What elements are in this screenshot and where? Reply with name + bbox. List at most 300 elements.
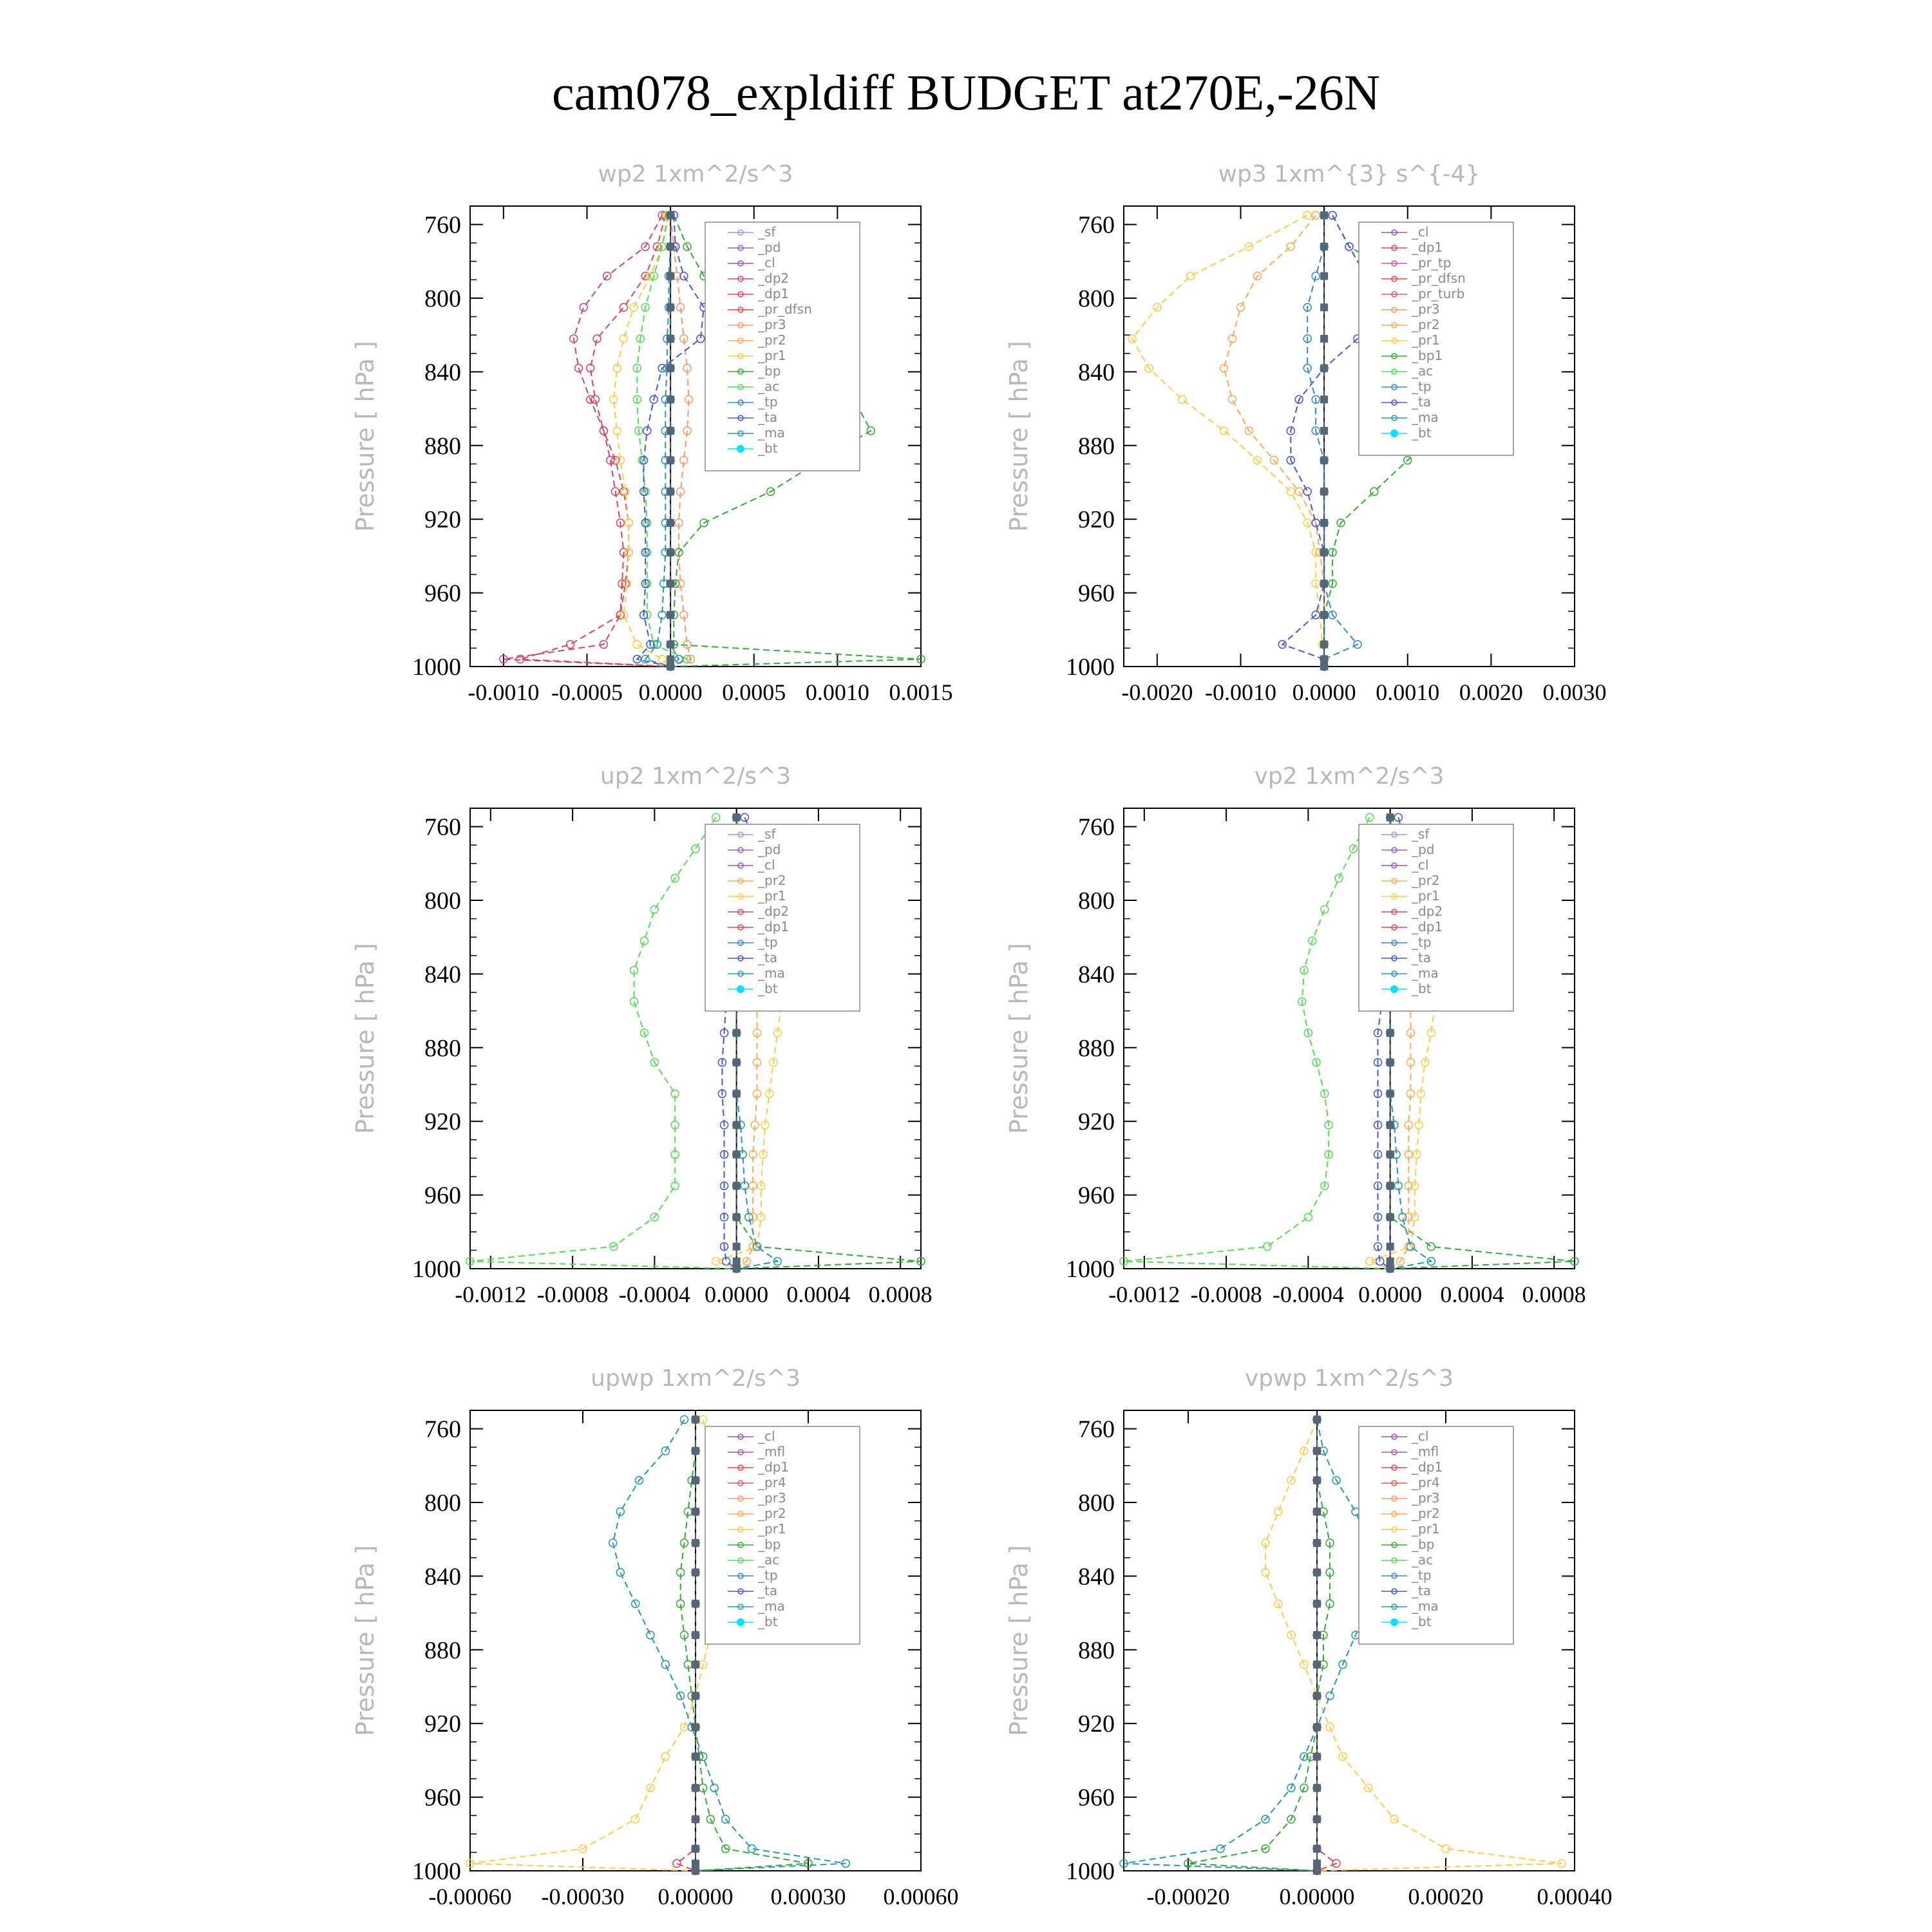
y-tick-label: 920 <box>424 1108 461 1136</box>
y-tick-label: 960 <box>1078 580 1115 607</box>
chart-panel-5 <box>351 1365 959 1909</box>
x-tick-label: 0.0015 <box>889 679 953 705</box>
y-tick-label: 1000 <box>1066 654 1115 681</box>
legend-label: _pr2 <box>1412 1506 1440 1521</box>
data-point <box>1329 211 1336 219</box>
data-point <box>1370 488 1378 495</box>
legend-label: _pr_tp <box>1412 255 1452 270</box>
legend-label: _ac <box>1412 363 1434 379</box>
panel-title: vp2 1xm^2/s^3 <box>1254 763 1444 790</box>
legend-label: _ma <box>1412 410 1439 425</box>
legend-label: _cl <box>1412 1428 1429 1444</box>
figure-title: cam078_expldiff BUDGET at270E,-26N <box>551 64 1381 120</box>
y-tick-label: 1000 <box>412 1858 461 1885</box>
legend-label: _pr3 <box>758 317 786 332</box>
legend-label: _dp1 <box>758 286 790 301</box>
data-point <box>1187 272 1195 280</box>
data-point <box>1320 365 1328 372</box>
legend-label: _pr3 <box>1412 1490 1440 1506</box>
x-tick-label: -0.00060 <box>428 1884 512 1909</box>
legend-label: _ta <box>1412 1583 1432 1598</box>
legend <box>705 824 860 1011</box>
x-tick-label: 0.00000 <box>1279 1884 1355 1909</box>
legend-label: _pr1 <box>1412 1521 1440 1537</box>
data-point <box>1313 1723 1321 1731</box>
legend-label: _pd <box>1412 842 1435 857</box>
data-point <box>661 1661 669 1669</box>
data-point <box>1387 1029 1394 1037</box>
data-point <box>667 457 674 464</box>
legend-label: _sf <box>1412 826 1430 842</box>
data-point <box>692 1447 699 1455</box>
legend-label: _cl <box>1412 857 1429 873</box>
y-tick-label: 800 <box>1078 1490 1115 1517</box>
data-point <box>1320 656 1328 663</box>
data-point <box>1313 1539 1321 1547</box>
legend-label: _pr2 <box>1412 317 1440 332</box>
legend-marker <box>737 445 744 453</box>
legend-label: _ta <box>1412 950 1432 965</box>
series-pr1 <box>610 211 674 670</box>
x-tick-label: -0.00020 <box>1146 1884 1230 1909</box>
legend-label: _ac <box>758 379 780 394</box>
data-point <box>699 1416 707 1423</box>
x-tick-label: 0.0008 <box>868 1282 933 1307</box>
y-tick-label: 880 <box>424 1636 461 1664</box>
series-line <box>1188 1419 1330 1871</box>
legend-label: _ta <box>758 1583 778 1598</box>
legend-label: _ma <box>758 425 785 440</box>
y-axis-label: Pressure [ hPa ] <box>1005 1545 1033 1736</box>
legend-label: _cl <box>758 1428 775 1444</box>
legend-label: _tp <box>758 1567 778 1583</box>
x-tick-label: 0.0000 <box>1358 1282 1423 1307</box>
data-point <box>1387 1090 1394 1097</box>
legend-label: _tp <box>1412 1567 1432 1583</box>
x-tick-label: 0.0004 <box>786 1282 851 1307</box>
legend-label: _bp1 <box>1412 348 1443 363</box>
data-point <box>733 1029 741 1037</box>
data-point <box>1217 1845 1224 1853</box>
panel-title: up2 1xm^2/s^3 <box>600 763 791 790</box>
legend-label: _bt <box>758 1614 778 1629</box>
series-line <box>1317 1419 1336 1871</box>
data-point <box>667 427 674 435</box>
legend-label: _pr_turb <box>1412 286 1465 301</box>
legend-label: _tp <box>1412 379 1432 394</box>
x-tick-label: 0.0000 <box>705 1282 769 1307</box>
data-point <box>1387 1121 1394 1129</box>
data-point <box>667 641 674 649</box>
series-pr1 <box>1128 211 1328 670</box>
legend-label: _pr2 <box>1412 873 1440 888</box>
x-tick-label: -0.0012 <box>1108 1282 1180 1307</box>
data-point <box>712 1258 720 1265</box>
x-tick-label: 0.0010 <box>1376 679 1440 705</box>
data-point <box>640 937 648 945</box>
x-tick-label: 0.0004 <box>1440 1282 1504 1307</box>
data-point <box>1320 303 1328 311</box>
legend-marker <box>1390 985 1398 993</box>
data-point <box>667 488 674 495</box>
x-tick-label: -0.0004 <box>618 1282 690 1307</box>
legend-marker <box>1390 430 1398 437</box>
x-tick-label: 0.00000 <box>658 1884 734 1909</box>
data-point <box>1313 1860 1321 1868</box>
data-point <box>692 1753 699 1761</box>
data-point <box>710 1784 718 1792</box>
legend-label: _cl <box>1412 224 1429 240</box>
legend-label: _cl <box>758 255 775 270</box>
series-dp1 <box>466 813 741 1273</box>
data-point <box>1387 813 1394 821</box>
data-point <box>1320 272 1328 280</box>
data-point <box>692 1600 699 1607</box>
x-tick-label: 0.0005 <box>722 679 786 705</box>
y-tick-label: 800 <box>1078 887 1115 914</box>
y-tick-label: 840 <box>1078 961 1115 989</box>
x-tick-label: 0.0008 <box>1522 1282 1586 1307</box>
y-tick-label: 840 <box>1078 359 1115 386</box>
data-point <box>616 1508 624 1515</box>
x-tick-label: 0.00030 <box>770 1884 846 1909</box>
legend-label: _tp <box>758 934 778 950</box>
panel-title: wp2 1xm^2/s^3 <box>598 161 793 187</box>
series-dp1 <box>1120 813 1394 1273</box>
data-point <box>733 1059 741 1066</box>
legend-label: _pr_dfsn <box>758 301 812 317</box>
data-point <box>692 1539 699 1547</box>
legend-label: _dp2 <box>758 270 790 286</box>
data-point <box>567 641 574 649</box>
x-tick-label: 0.00040 <box>1537 1884 1613 1909</box>
data-point <box>1366 1258 1374 1265</box>
x-tick-label: -0.0020 <box>1121 679 1193 705</box>
data-point <box>591 395 599 403</box>
data-point <box>1313 1600 1321 1607</box>
data-point <box>647 1631 654 1639</box>
data-point <box>741 813 748 821</box>
data-point <box>667 656 674 663</box>
data-point <box>667 303 674 311</box>
data-point <box>1304 1213 1312 1221</box>
legend-label: _ac <box>758 1552 780 1567</box>
data-point <box>673 1860 681 1868</box>
data-point <box>1387 1243 1394 1251</box>
y-tick-label: 1000 <box>1066 1858 1115 1885</box>
data-point <box>1320 641 1328 649</box>
data-point <box>1220 365 1228 372</box>
data-point <box>733 1265 741 1273</box>
y-tick-label: 760 <box>1078 1416 1115 1443</box>
data-point <box>699 1784 707 1792</box>
legend-label: _bp <box>758 363 781 379</box>
series-line <box>670 215 690 667</box>
data-point <box>1320 663 1328 670</box>
y-tick-label: 960 <box>1078 1784 1115 1812</box>
x-tick-label: -0.0005 <box>551 679 623 705</box>
y-tick-label: 880 <box>424 1034 461 1062</box>
data-point <box>667 365 674 372</box>
legend <box>1359 1426 1513 1644</box>
y-tick-label: 840 <box>424 1563 461 1591</box>
data-point <box>692 1631 699 1639</box>
data-point <box>667 211 674 219</box>
panel-title: upwp 1xm^2/s^3 <box>591 1365 800 1392</box>
y-axis-label: Pressure [ hPa ] <box>351 1545 379 1736</box>
y-tick-label: 760 <box>424 813 461 841</box>
y-axis-label: Pressure [ hPa ] <box>351 943 379 1134</box>
legend-label: _tp <box>758 394 778 410</box>
legend-label: _ta <box>1412 394 1432 410</box>
legend-label: _bt <box>1412 981 1432 996</box>
legend-label: _mfl <box>1412 1444 1439 1459</box>
y-tick-label: 880 <box>424 432 461 460</box>
x-tick-label: -0.0012 <box>455 1282 527 1307</box>
y-tick-label: 880 <box>1078 1034 1115 1062</box>
data-point <box>1387 1182 1394 1189</box>
legend-label: _pd <box>758 240 781 255</box>
y-tick-label: 760 <box>424 1416 461 1443</box>
data-point <box>1387 1265 1394 1273</box>
data-point <box>692 1416 699 1423</box>
data-point <box>692 1508 699 1515</box>
x-tick-label: 0.0020 <box>1459 679 1523 705</box>
legend-label: _pr3 <box>758 1490 786 1506</box>
data-point <box>1320 335 1328 343</box>
data-point <box>667 549 674 556</box>
data-point <box>1320 427 1328 435</box>
legend-label: _dp1 <box>1412 240 1443 255</box>
legend-label: _tp <box>1412 934 1432 950</box>
legend-label: _sf <box>758 224 776 240</box>
y-tick-label: 800 <box>1078 285 1115 312</box>
y-tick-label: 920 <box>424 1710 461 1738</box>
data-point <box>667 580 674 587</box>
data-point <box>692 1815 699 1823</box>
legend-label: _ma <box>1412 1598 1439 1614</box>
data-point <box>661 1753 669 1761</box>
series-line <box>614 215 670 667</box>
y-tick-label: 920 <box>1078 1710 1115 1738</box>
legend-label: _sf <box>758 826 776 842</box>
data-point <box>667 519 674 527</box>
legend-label: _pr2 <box>758 1506 786 1521</box>
series-line <box>1124 817 1390 1269</box>
y-tick-label: 960 <box>1078 1182 1115 1209</box>
legend-label: _ma <box>758 1598 785 1614</box>
x-tick-label: 0.0010 <box>805 679 869 705</box>
x-tick-label: -0.0008 <box>1190 1282 1262 1307</box>
y-tick-label: 1000 <box>412 654 461 681</box>
legend-label: _ta <box>758 410 778 425</box>
series-bp <box>1184 1416 1334 1875</box>
x-tick-label: -0.00030 <box>541 1884 625 1909</box>
data-point <box>1313 1815 1321 1823</box>
y-tick-label: 840 <box>1078 1563 1115 1591</box>
series-line <box>1132 215 1324 667</box>
legend-label: _bp <box>1412 1537 1435 1552</box>
data-point <box>667 611 674 619</box>
data-point <box>620 303 628 311</box>
data-point <box>692 1569 699 1577</box>
legend-label: _dp1 <box>1412 919 1443 934</box>
series-line <box>520 215 670 667</box>
data-point <box>1236 303 1244 311</box>
y-tick-label: 760 <box>1078 813 1115 841</box>
data-point <box>1321 905 1329 913</box>
legend-label: _ma <box>1412 965 1439 981</box>
legend-label: _pr1 <box>758 348 786 363</box>
data-point <box>733 1121 741 1129</box>
data-point <box>667 243 674 251</box>
data-point <box>692 1867 699 1875</box>
y-tick-label: 760 <box>1078 211 1115 239</box>
series-tp <box>1303 211 1361 670</box>
y-axis-label: Pressure [ hPa ] <box>1005 943 1033 1134</box>
panel-title: wp3 1xm^{3} s^{-4} <box>1218 161 1481 187</box>
x-tick-label: -0.0010 <box>1204 679 1276 705</box>
data-point <box>692 1723 699 1731</box>
data-point <box>692 1784 699 1792</box>
data-point <box>1287 243 1294 251</box>
data-point <box>1320 488 1328 495</box>
data-point <box>733 1182 741 1189</box>
data-point <box>1229 335 1236 343</box>
data-point <box>1366 813 1374 821</box>
data-point <box>667 395 674 403</box>
legend-label: _dp1 <box>758 1459 790 1475</box>
y-tick-label: 920 <box>424 506 461 534</box>
data-point <box>1313 1508 1321 1515</box>
data-point <box>1320 611 1328 619</box>
data-point <box>667 335 674 343</box>
y-tick-label: 800 <box>424 887 461 914</box>
data-point <box>1313 1569 1321 1577</box>
legend-label: _pr1 <box>1412 888 1440 904</box>
data-point <box>1274 1508 1282 1515</box>
y-tick-label: 880 <box>1078 432 1115 460</box>
series-ac <box>633 211 691 670</box>
legend-label: _pd <box>758 842 781 857</box>
data-point <box>1320 395 1328 403</box>
data-point <box>633 641 641 649</box>
data-point <box>650 905 658 913</box>
data-point <box>733 1258 741 1265</box>
data-point <box>1313 1477 1321 1484</box>
y-tick-label: 920 <box>1078 1108 1115 1136</box>
x-tick-label: 0.0000 <box>1292 679 1356 705</box>
legend <box>1359 824 1513 1011</box>
chart-panel-2 <box>1005 161 1607 705</box>
data-point <box>1303 488 1311 495</box>
y-axis-label: Pressure [ hPa ] <box>1005 341 1033 532</box>
series-line <box>1307 215 1358 667</box>
y-tick-label: 1000 <box>412 1256 461 1283</box>
data-point <box>1313 1867 1321 1875</box>
x-tick-label: 0.0000 <box>638 679 703 705</box>
data-point <box>1320 549 1328 556</box>
x-tick-label: 0.00020 <box>1408 1884 1484 1909</box>
data-point <box>1313 1692 1321 1700</box>
data-point <box>1320 457 1328 464</box>
legend-label: _bt <box>1412 425 1432 440</box>
data-point <box>1387 1258 1394 1265</box>
legend-label: _pr2 <box>758 873 786 888</box>
y-axis-label: Pressure [ hPa ] <box>351 341 379 532</box>
data-point <box>692 1845 699 1853</box>
data-point <box>667 272 674 280</box>
legend <box>705 1426 860 1644</box>
x-tick-label: -0.0004 <box>1272 1282 1344 1307</box>
data-point <box>712 813 720 821</box>
legend-label: _bt <box>1412 1614 1432 1629</box>
legend-label: _bp <box>758 1537 781 1552</box>
data-point <box>1387 1213 1394 1221</box>
data-point <box>733 1243 741 1251</box>
data-point <box>692 1477 699 1484</box>
data-point <box>1394 813 1402 821</box>
legend-label: _pr1 <box>1412 332 1440 348</box>
data-point <box>658 656 666 663</box>
data-point <box>1427 1243 1435 1251</box>
chart-panel-6 <box>1005 1365 1613 1909</box>
data-point <box>1320 519 1328 527</box>
series-line <box>504 215 670 667</box>
data-point <box>1387 1059 1394 1066</box>
series-line <box>637 215 687 667</box>
legend-label: _ac <box>1412 1552 1434 1567</box>
data-point <box>1313 1447 1321 1455</box>
data-point <box>616 1569 624 1577</box>
series-line <box>1224 215 1325 667</box>
data-point <box>1229 395 1236 403</box>
legend-marker <box>737 1618 744 1626</box>
y-tick-label: 800 <box>424 1490 461 1517</box>
legend-marker <box>737 985 744 993</box>
x-tick-label: 0.00060 <box>883 1884 959 1909</box>
y-tick-label: 960 <box>424 1182 461 1209</box>
legend-label: _pr2 <box>758 332 786 348</box>
series-line <box>1124 1419 1375 1871</box>
data-point <box>1320 580 1328 587</box>
legend-label: _dp1 <box>1412 1459 1443 1475</box>
x-tick-label: 0.0030 <box>1542 679 1607 705</box>
data-point <box>1313 1845 1321 1853</box>
legend-label: _pr1 <box>758 1521 786 1537</box>
legend-label: _bt <box>758 981 778 996</box>
legend-label: _pr3 <box>1412 301 1440 317</box>
data-point <box>1387 1151 1394 1159</box>
series-line <box>470 817 737 1269</box>
legend-label: _ma <box>758 965 785 981</box>
data-point <box>692 1860 699 1868</box>
data-point <box>692 1692 699 1700</box>
data-point <box>692 1661 699 1669</box>
y-tick-label: 840 <box>424 359 461 386</box>
legend <box>705 222 860 471</box>
series-ma <box>1120 1416 1379 1875</box>
legend-label: _mfl <box>758 1444 786 1459</box>
data-point <box>692 845 699 853</box>
data-point <box>1320 211 1328 219</box>
data-point <box>580 303 587 311</box>
y-tick-label: 1000 <box>1066 1256 1115 1283</box>
legend-marker <box>1390 1618 1398 1626</box>
chart-panel-1 <box>351 161 953 705</box>
y-tick-label: 960 <box>424 580 461 607</box>
data-point <box>733 1151 741 1159</box>
